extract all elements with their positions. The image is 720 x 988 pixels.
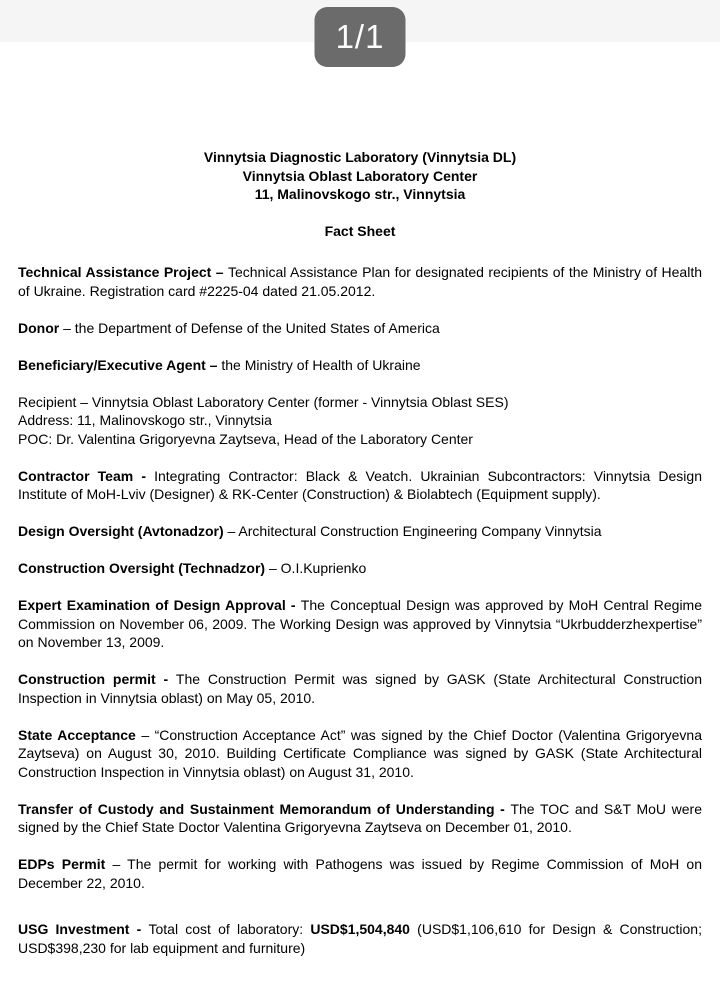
page-indicator-label: 1/1	[335, 18, 385, 55]
paragraph-text: Integrating Contractor: Black & Veatch. Ukrainian Subcontractors: Vinnytsia Design Institute of MoH-Lviv (Designer) & RK-Center (Construction) & Biolabtech (Equipment supply).	[18, 467, 702, 502]
paragraph-text: – “Construction Acceptance Act” was signed by the Chief Doctor (Valentina Grigoryevna Zaytseva) on August 30, 2010. Building Certificate Compliance was signed by GASK (State Architectural Construction Inspection in Vinnytsia oblast) on August 31, 2010.	[18, 726, 703, 780]
paragraph-construction-permit	[18, 670, 702, 707]
paragraph-text: Technical Assistance Plan for designated recipients of the Ministry of Health of Ukraine. Registration card #2225-04 dated 21.05.2012.	[18, 264, 702, 299]
paragraph-state-acceptance	[18, 726, 702, 782]
paragraph-technical-assistance-project	[18, 263, 702, 300]
paragraph-label: Design Oversight (Avtonadzor)	[18, 523, 224, 539]
paragraph-text: The Construction Permit was signed by GASK (State Architectural Construction Inspection in Vinnytsia oblast) on May 05, 2010.	[18, 671, 702, 706]
paragraph-text: (USD$1,106,610 for Design & Construction; USD$398,230 for lab equipment and furniture)	[18, 921, 702, 956]
paragraph-label: Construction permit -	[18, 671, 176, 687]
paragraph-contractor-team	[18, 467, 702, 504]
investment-amount: USD$1,504,840	[310, 921, 410, 937]
title-line-3: 11, Malinovskogo str., Vinnytsia	[254, 186, 466, 202]
poc-line: POC: Dr. Valentina Grigoryevna Zaytseva, Head of the Laboratory Center	[18, 430, 473, 447]
page-indicator-badge	[315, 7, 406, 67]
paragraph-text: The TOC and S&T MoU were signed by the Chief State Doctor Valentina Grigoryevna Zaytseva on December 01, 2010.	[18, 800, 702, 835]
paragraph-label: EDPs Permit	[18, 856, 106, 872]
paragraph-recipient-details	[18, 393, 702, 449]
document-title	[18, 148, 702, 204]
paragraph-text: The Conceptual Design was approved by MoH Central Regime Commission on November 06, 2009. The Working Design was approved by Vinnytsia “Ukrbudderzhexpertise” on November 13, 2009.	[18, 597, 703, 650]
paragraph-text: – O.I.Kuprienko	[265, 560, 367, 576]
paragraph-label: Construction Oversight (Technadzor)	[18, 560, 266, 576]
paragraph-text: – Architectural Construction Engineering Company Vinnytsia	[223, 523, 602, 539]
paragraph-label: Donor	[18, 319, 60, 336]
paragraph-edps-permit	[18, 855, 702, 892]
paragraph-label: Technical Assistance Project –	[18, 264, 228, 280]
paragraph-text: – The permit for working with Pathogens was issued by Regime Commission of MoH on December 22, 2010.	[18, 856, 702, 891]
paragraph-label: Contractor Team -	[18, 467, 155, 484]
recipient-line: Recipient – Vinnytsia Oblast Laboratory Center (former - Vinnytsia Oblast SES)	[18, 393, 509, 410]
paragraph-transfer-of-custody	[18, 800, 702, 837]
title-line-2: Vinnytsia Oblast Laboratory Center	[242, 167, 478, 184]
paragraph-text: the Ministry of Health of Ukraine	[221, 356, 421, 373]
document-subtitle: Fact Sheet	[324, 222, 396, 239]
title-line-1: Vinnytsia Diagnostic Laboratory (Vinnytsia DL)	[203, 149, 517, 165]
paragraph-text: Total cost of laboratory:	[148, 921, 311, 937]
paragraph-label: Expert Examination of Design Approval -	[18, 597, 301, 613]
paragraph-design-oversight	[18, 522, 702, 541]
paragraph-label: Beneficiary/Executive Agent –	[18, 356, 222, 373]
paragraph-label: Transfer of Custody and Sustainment Memorandum of Understanding -	[18, 800, 511, 817]
paragraph-label: USG Investment -	[18, 921, 149, 937]
document-page	[0, 42, 720, 957]
paragraph-donor	[18, 319, 702, 338]
paragraph-text: – the Department of Defense of the United States of America	[59, 319, 440, 336]
paragraph-beneficiary-executive-agent	[18, 356, 702, 375]
address-line: Address: 11, Malinovskogo str., Vinnytsia	[18, 412, 272, 428]
paragraph-label: State Acceptance	[18, 726, 136, 743]
paragraph-usg-investment	[18, 920, 702, 957]
paragraph-construction-oversight	[18, 559, 702, 578]
paragraph-expert-examination	[18, 596, 702, 652]
